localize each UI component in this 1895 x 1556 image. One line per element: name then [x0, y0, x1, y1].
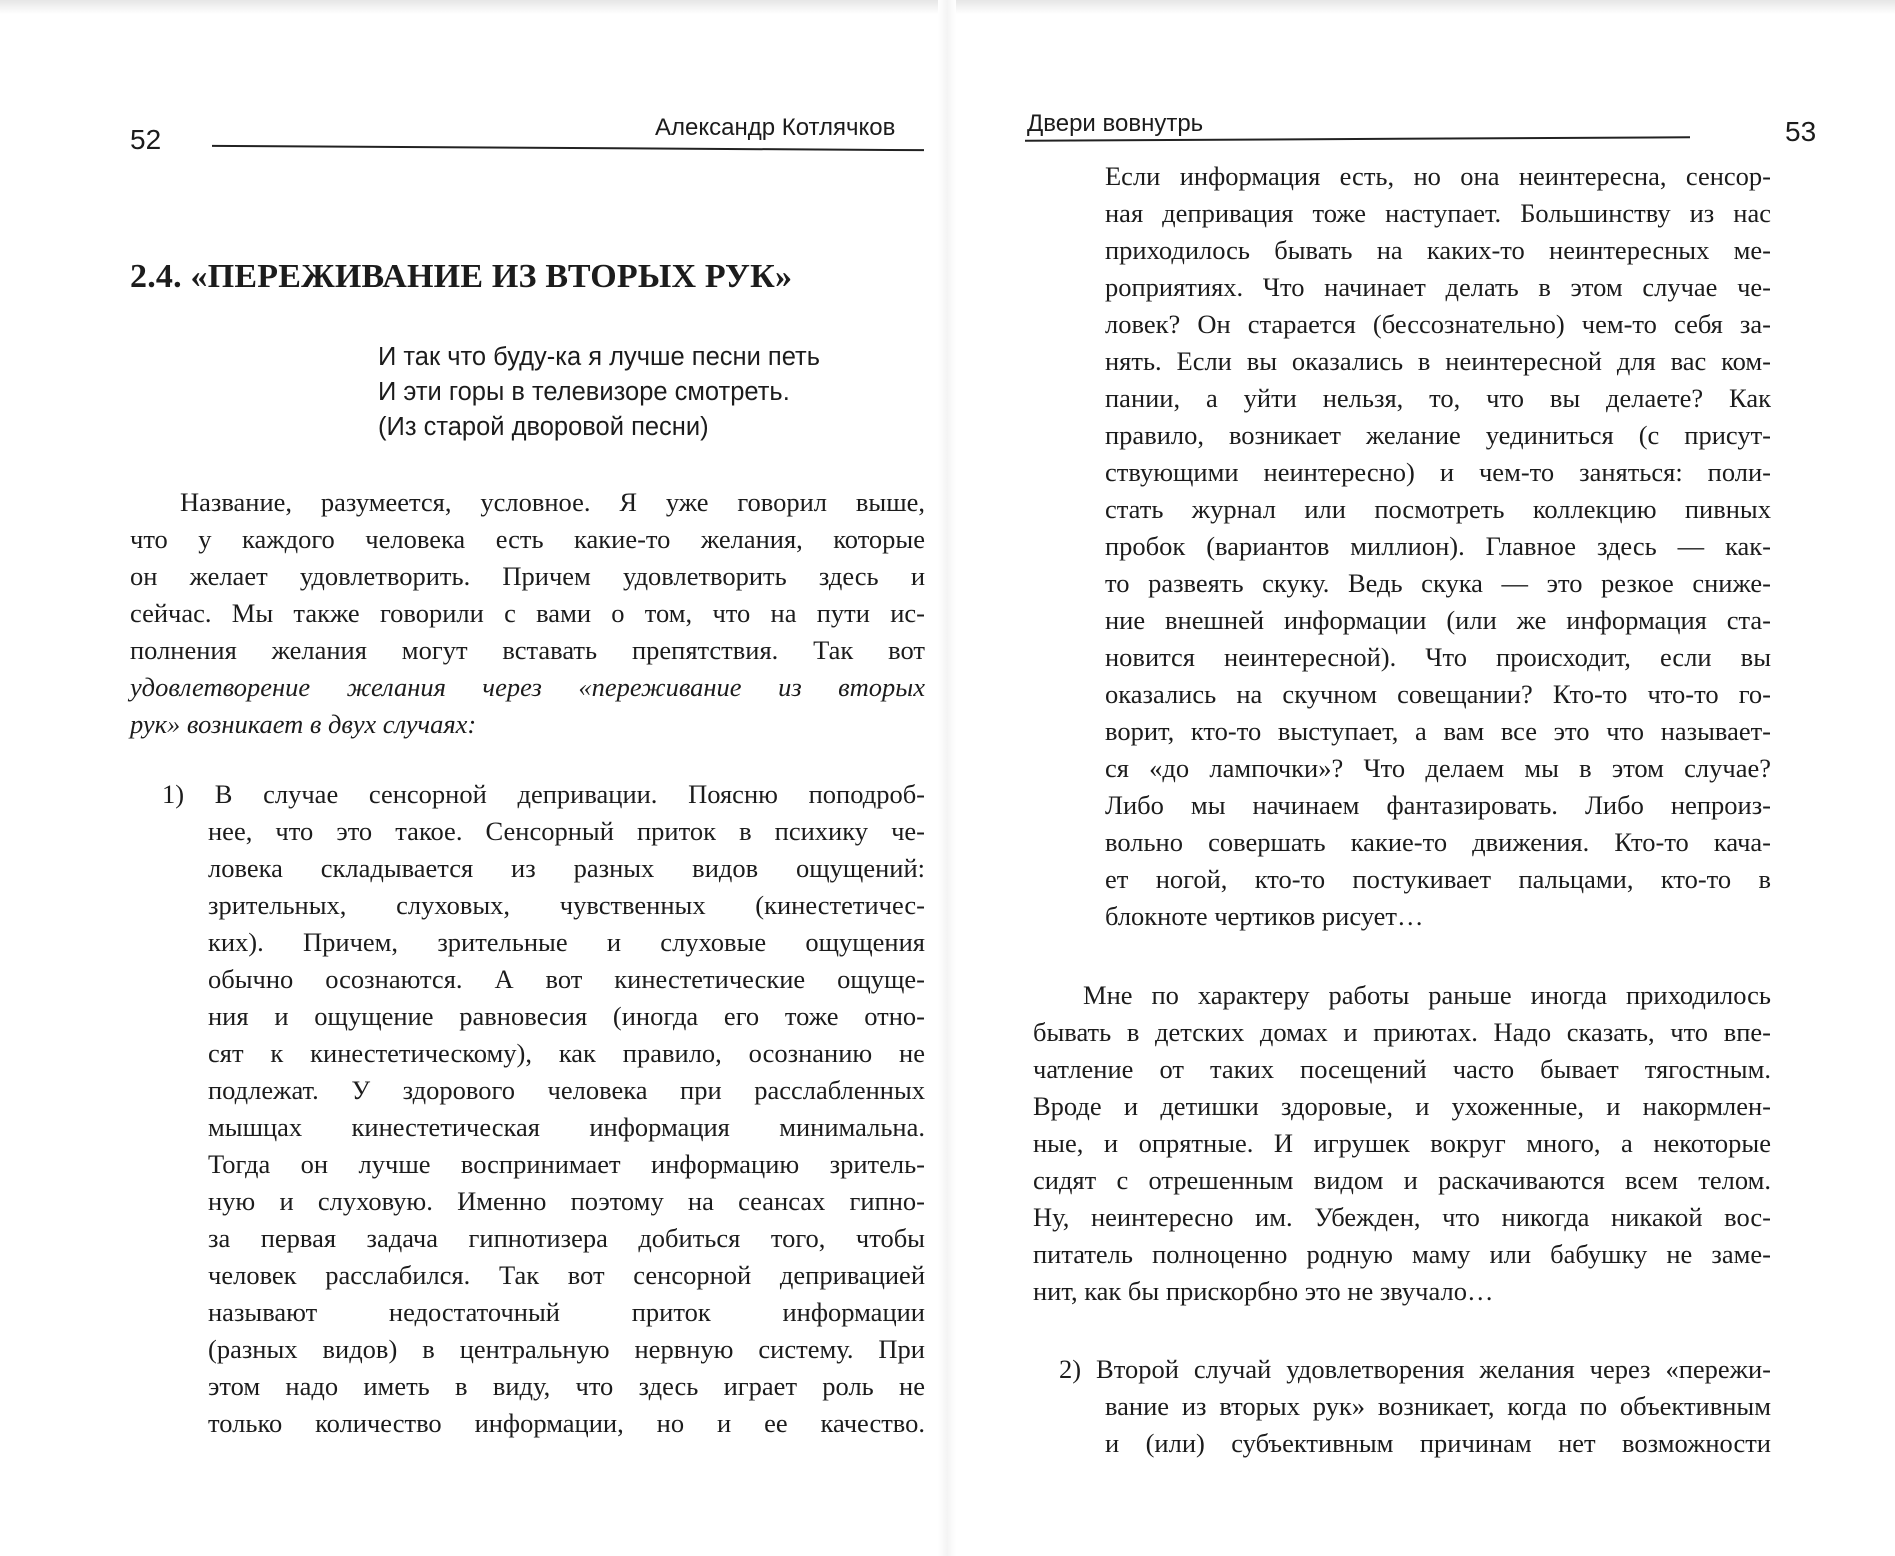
text-line: сят к кинестетическому), как правило, осознанию не — [208, 1038, 925, 1068]
text-line: полнения желания могут вставать препятствия. Так вот — [130, 635, 925, 665]
epigraph-line: И так что буду-ка я лучше песни петь — [378, 343, 821, 371]
text-line: ких). Причем, зрительные и слуховые ощущения — [208, 927, 925, 957]
text-line: нять. Если вы оказались в неинтересной для вас ком- — [1105, 346, 1771, 376]
text-line: ние внешней информации (или же информация ста- — [1105, 605, 1771, 635]
text-line: за первая задача гипнотизера добиться того, чтобы — [208, 1223, 925, 1253]
text-line: нит, как бы прискорбно это не звучало… — [1033, 1276, 1494, 1306]
list-number: 1) — [162, 779, 185, 809]
text-line: вольно совершать какие-то движения. Кто-то кача- — [1105, 827, 1771, 857]
epigraph-source: (Из старой дворовой песни) — [378, 413, 709, 441]
text-line — [162, 776, 925, 813]
text-line: ния и ощущение равновесия (иногда его тоже отно- — [208, 1001, 925, 1031]
running-head-right: Двери вовнутрь — [1027, 110, 1204, 137]
orphanage-paragraph — [1033, 977, 1771, 1310]
text-line: вание из вторых рук» возникает, когда по объективным — [1105, 1391, 1771, 1421]
text-line: ся «до лампочки»? Что делаем мы в этом случае? — [1105, 753, 1771, 783]
text-line-italic: удовлетворение желания через «переживание из вторых — [130, 672, 925, 702]
text-line: ная депривация тоже наступает. Большинству из нас — [1105, 198, 1771, 228]
epigraph-line: И эти горы в телевизоре смотреть. — [378, 378, 790, 406]
text-line: этом надо иметь в виду, что здесь играет роль не — [208, 1371, 925, 1401]
section-title: 2.4. «ПЕРЕЖИВАНИЕ ИЗ ВТОРЫХ РУК» — [130, 258, 793, 295]
text-line: пании, а уйти нельзя, то, что вы делаете? Как — [1105, 383, 1771, 413]
text-line: то развеять скуку. Ведь скука — это резкое сниже- — [1105, 568, 1771, 598]
text-line: блокноте чертиков рисует… — [1105, 901, 1424, 931]
text-line: называют недостаточный приток информации — [208, 1297, 925, 1327]
text-line: новится неинтересной). Что происходит, если вы — [1105, 642, 1771, 672]
list-item-1 — [162, 776, 926, 1442]
text-line: только количество информации, но и ее качество. — [208, 1408, 925, 1438]
text-line: питатель полноценно родную маму или бабушку не заме- — [1033, 1239, 1771, 1269]
text-line: Либо мы начинаем фантазировать. Либо непроиз- — [1105, 790, 1771, 820]
text-line: сидят с отрешенным видом и раскачиваются всем телом. — [1033, 1165, 1771, 1195]
text-line: ловек? Он старается (бессознательно) чем-то себя за- — [1105, 309, 1771, 339]
text-line: Тогда он лучше воспринимает информацию зритель- — [208, 1149, 925, 1179]
text-line: Ну, неинтересно им. Убежден, что никогда никакой вос- — [1033, 1202, 1771, 1232]
list-item-2 — [1059, 1351, 1771, 1462]
text-line: правило, возникает желание уединиться (с присут- — [1105, 420, 1771, 450]
text-line: ет ногой, кто-то постукивает пальцами, кто-то в — [1105, 864, 1771, 894]
text-line: что у каждого человека есть какие-то желания, которые — [130, 524, 925, 554]
text-line: сейчас. Мы также говорили с вами о том, что на пути ис- — [130, 598, 925, 628]
text-line: Название, разумеется, условное. Я уже говорил выше, — [180, 487, 925, 517]
text-line: обычно осознаются. А вот кинестетические ощуще- — [208, 964, 925, 994]
text-line: Вроде и детишки здоровые, и ухоженные, и накормлен- — [1033, 1091, 1771, 1121]
text-line: чатление от таких посещений часто бывает тягостным. — [1033, 1054, 1771, 1084]
text-line: (разных видов) в центральную нервную систему. При — [208, 1334, 925, 1364]
text-line: он желает удовлетворить. Причем удовлетворить здесь и — [130, 561, 925, 591]
text-line: зрительных, слуховых, чувственных (кинестетичес- — [208, 890, 925, 920]
header-rule-left — [212, 145, 924, 151]
right-page — [947, 0, 1895, 1556]
text-line: роприятиях. Что начинает делать в этом случае че- — [1105, 272, 1771, 302]
text-line: нее, что это такое. Сенсорный приток в психику че- — [208, 816, 925, 846]
text-line: оказались на скучном совещании? Кто-то что-то го- — [1105, 679, 1771, 709]
text-line-italic: рук» возникает в двух случаях: — [130, 709, 477, 739]
text-line: подлежат. У здорового человека при расслабленных — [208, 1075, 925, 1105]
text-line: мышцах кинестетическая информация минимальна. — [208, 1112, 925, 1142]
text-line: ловека складывается из разных видов ощущений: — [208, 853, 925, 883]
list-item-text: В случае сенсорной депривации. Поясню поподроб- — [214, 779, 926, 809]
text-line: ствующими неинтересно) и чем-то заняться: поли- — [1105, 457, 1771, 487]
text-line: ворит, кто-то выступает, а вам все это что называет- — [1105, 716, 1771, 746]
text-line: бывать в детских домах и приютах. Надо сказать, что впе- — [1033, 1017, 1771, 1047]
page-number-right: 53 — [1785, 116, 1817, 147]
left-page — [0, 0, 947, 1556]
text-line: и (или) субъективным причинам нет возможности — [1105, 1428, 1771, 1458]
text-line: человек расслабился. Так вот сенсорной депривацией — [208, 1260, 925, 1290]
page-number-left: 52 — [130, 124, 162, 155]
text-line: приходилось бывать на каких-то неинтересных ме- — [1105, 235, 1771, 265]
text-line: стать журнал или посмотреть коллекцию пивных — [1105, 494, 1771, 524]
epigraph — [378, 340, 938, 445]
text-line: ную и слуховую. Именно поэтому на сеансах гипно- — [208, 1186, 925, 1216]
text-line: Если информация есть, но она неинтересна, сенсор- — [1105, 161, 1771, 191]
intro-paragraph — [130, 484, 925, 743]
text-line — [1059, 1351, 1771, 1388]
running-head-left: Александр Котлячков — [655, 114, 896, 141]
text-line: Мне по характеру работы раньше иногда приходилось — [1083, 980, 1771, 1010]
text-line: пробок (вариантов миллион). Главное здесь — как- — [1105, 531, 1771, 561]
list-item-text: Второй случай удовлетворения желания через «пережи- — [1096, 1354, 1771, 1384]
list-number: 2) — [1059, 1354, 1082, 1384]
text-line: ные, и опрятные. И игрушек вокруг много, а некоторые — [1033, 1128, 1771, 1158]
continued-paragraph — [1105, 158, 1771, 935]
